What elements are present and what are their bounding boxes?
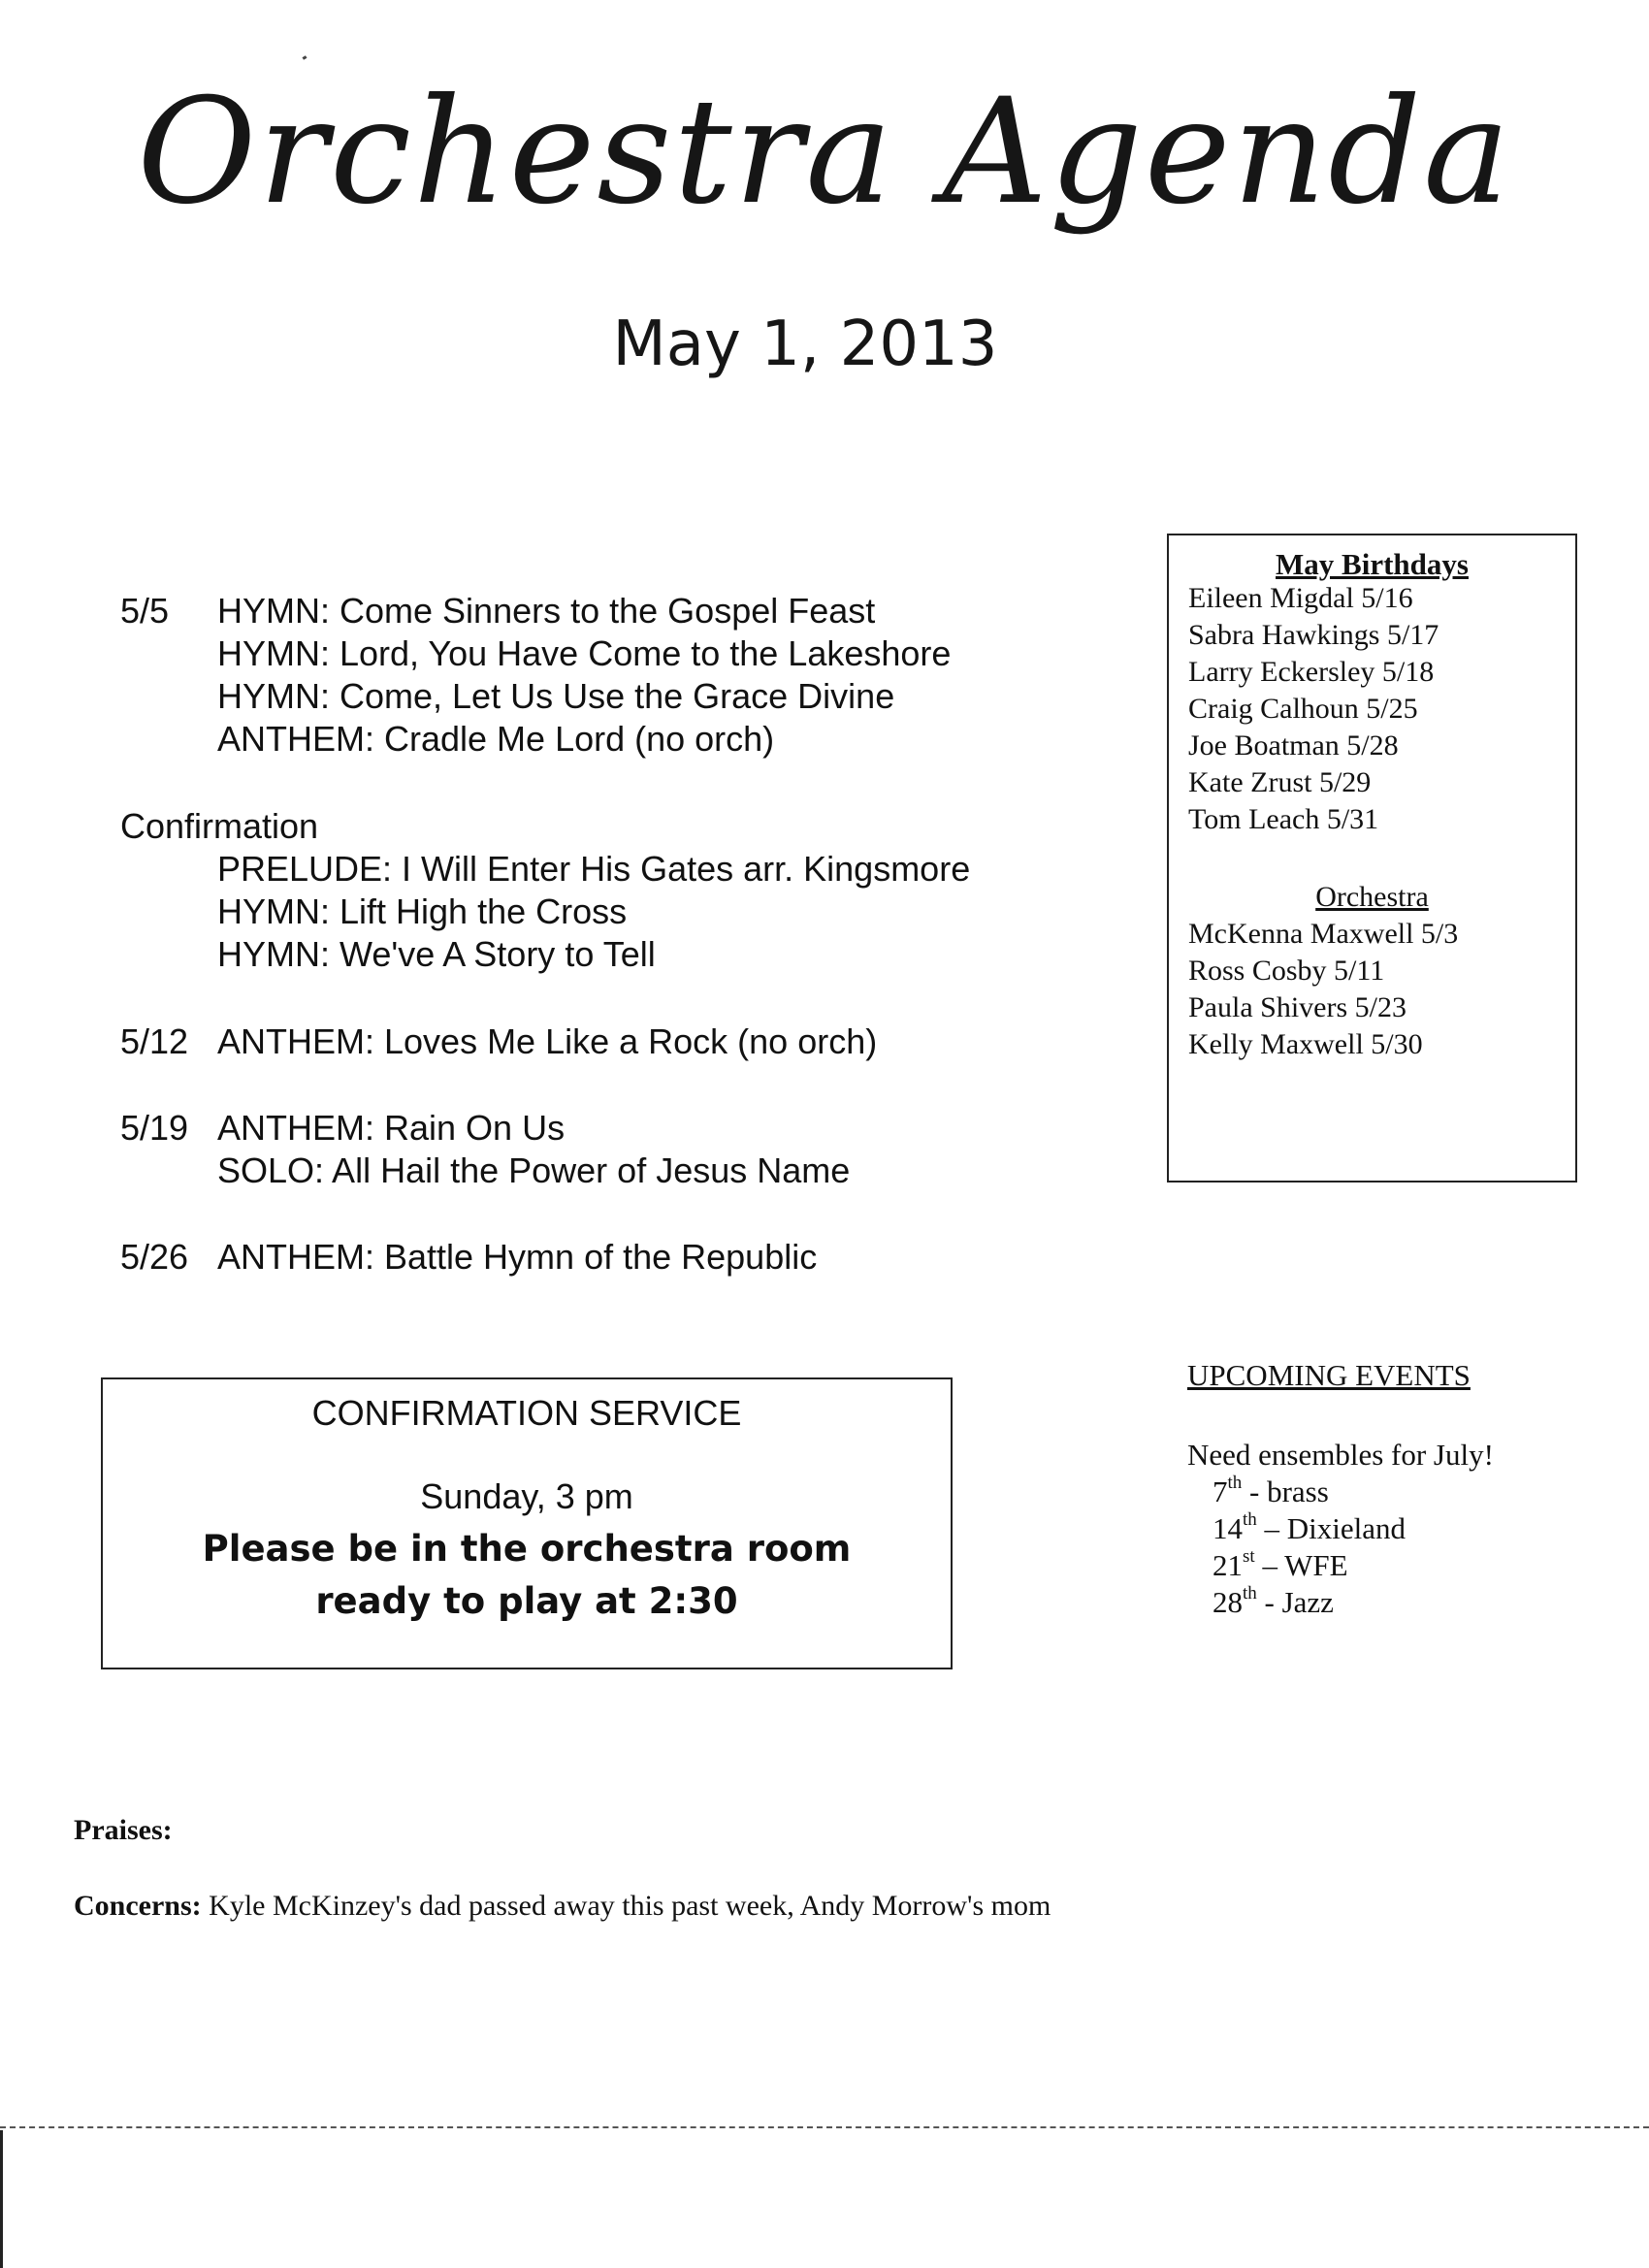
birthday-entry: Kate Zrust 5/29 [1188,766,1372,798]
upcoming-events-title: UPCOMING EVENTS [1187,1358,1471,1392]
ensemble-day: 14 [1212,1511,1243,1545]
agenda-item: HYMN: Come Sinners to the Gospel Feast [217,591,876,631]
ensemble-entry [1212,1474,1329,1509]
ensemble-label: - Jazz [1256,1585,1334,1619]
birthday-entry: Craig Calhoun 5/25 [1188,693,1418,725]
ensemble-entry [1212,1548,1348,1583]
agenda-date-label: 5/5 [120,591,170,631]
concerns-text: Kyle McKinzey's dad passed away this past week, Andy Morrow's mom [201,1890,1051,1922]
agenda-item: ANTHEM: Rain On Us [217,1108,566,1148]
birthdays-box [1167,534,1577,1183]
agenda-date-label: 5/26 [120,1237,189,1277]
confirmation-service-time: Sunday, 3 pm [420,1476,633,1516]
ensemble-entry [1212,1511,1406,1546]
confirmation-service-title: CONFIRMATION SERVICE [311,1393,742,1433]
concerns-label: Concerns: [74,1890,202,1922]
confirmation-note-line: ready to play at 2:30 [315,1580,738,1622]
agenda-item: HYMN: Lord, You Have Come to the Lakeshore [217,633,952,673]
birthdays-title: May Birthdays [1276,547,1469,581]
birthday-entry: Tom Leach 5/31 [1188,803,1379,835]
confirmation-service-box [101,1377,953,1669]
birthday-entry: Joe Boatman 5/28 [1188,729,1399,761]
agenda-date: May 1, 2013 [612,308,998,380]
birthday-entry: Eileen Migdal 5/16 [1188,582,1413,614]
agenda-date-label: 5/12 [120,1021,189,1061]
agenda-item: PRELUDE: I Will Enter His Gates arr. Kingsmore [217,849,971,889]
cut-line [0,2126,1649,2128]
agenda-item: HYMN: Come, Let Us Use the Grace Divine [217,676,895,716]
ensemble-day: 28 [1212,1585,1243,1619]
agenda-section-heading: Confirmation [120,806,319,846]
ensemble-day: 7 [1212,1474,1228,1508]
ensemble-label: – WFE [1254,1548,1348,1582]
concerns-line [74,1890,1051,1923]
agenda-item: HYMN: We've A Story to Tell [217,934,656,974]
agenda-date-label: 5/19 [120,1108,189,1148]
praises-label: Praises: [74,1814,173,1846]
agenda-item: ANTHEM: Cradle Me Lord (no orch) [217,719,775,759]
page-title: Orchestra Agenda [137,68,1512,237]
birthday-entry: Paula Shivers 5/23 [1188,991,1406,1023]
ensemble-day-suffix: th [1243,1583,1257,1604]
ensemble-day: 21 [1212,1548,1243,1582]
birthday-entry: Larry Eckersley 5/18 [1188,656,1435,688]
ensemble-day-suffix: th [1227,1473,1243,1493]
ensemble-day-suffix: st [1243,1546,1255,1567]
birthday-entry: Kelly Maxwell 5/30 [1188,1028,1423,1060]
ensemble-day-suffix: th [1243,1509,1257,1530]
page-edge [0,2130,3,2268]
ensemble-label: - brass [1242,1474,1329,1508]
birthday-entry: Sabra Hawkings 5/17 [1188,619,1439,651]
agenda-item: ANTHEM: Battle Hymn of the Republic [217,1237,818,1277]
agenda-item: HYMN: Lift High the Cross [217,891,628,931]
orchestra-birthdays-title: Orchestra [1315,881,1429,913]
scan-speck [303,55,307,60]
birthday-entry: Ross Cosby 5/11 [1188,955,1385,987]
agenda-item: SOLO: All Hail the Power of Jesus Name [217,1150,851,1190]
ensemble-label: – Dixieland [1256,1511,1406,1545]
confirmation-note-line: Please be in the orchestra room [202,1528,852,1570]
upcoming-events-lead: Need ensembles for July! [1187,1438,1494,1472]
confirmation-service-note [103,1523,951,1628]
agenda-item: ANTHEM: Loves Me Like a Rock (no orch) [217,1021,878,1061]
birthday-entry: McKenna Maxwell 5/3 [1188,918,1459,950]
ensemble-entry [1212,1585,1334,1620]
